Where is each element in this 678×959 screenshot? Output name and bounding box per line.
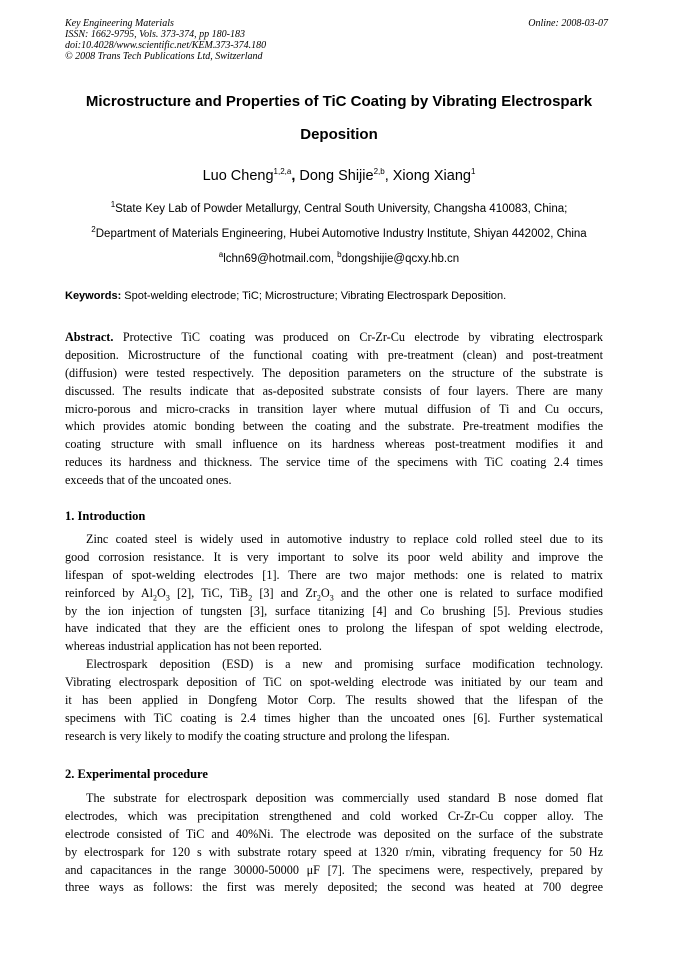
author-sep: , (291, 168, 300, 184)
paper-title-line2: Deposition (300, 126, 378, 143)
keywords-text: Spot-welding electrode; TiC; Microstructure; Vibrating Electrospark Deposition. (121, 290, 507, 302)
author-affil-sup: 1,2,a (273, 167, 292, 177)
body-line: reinforced by $Al_2O_3$ [2], TiC, TiB$_2$ [3] and $Zr_2O_3$ and the other one is related to surface modified (65, 585, 603, 603)
author-name: Luo Cheng (202, 168, 274, 184)
body-line: Zinc coated steel is widely used in automotive industry to replace cold rolled steel due to its (86, 532, 603, 546)
body-line: Vibrating electrospark deposition of TiC on spot-welding electrode was initiated by our team and (65, 675, 603, 690)
body-line: by electrospark for 120 s with substrate rotary speed at 1320 r/min, vibrating frequency for 50 Hz (65, 844, 603, 859)
author-affil-sup: 2,b (373, 167, 385, 177)
issn-line: ISSN: 1662-9795, Vols. 373-374, pp 180-183 (65, 29, 245, 40)
author-emails (0, 250, 678, 265)
email-b: dongshijie@qcxy.hb.cn (341, 253, 460, 265)
affiliation-2 (0, 225, 678, 240)
affil-text: Department of Materials Engineering, Hubei Automotive Industry Institute, Shiyan 442002, China (95, 228, 587, 240)
abstract-line: exceeds that of the uncoated ones. (65, 473, 232, 488)
body-line: Electrospark deposition (ESD) is a new and promising surface modification technology. (86, 657, 603, 672)
keywords (65, 290, 625, 302)
affil-sup: 2 (91, 225, 96, 235)
section-heading: 2. Experimental procedure (65, 767, 208, 781)
abstract-line: deposition. Microstructure of the functional coating with pre-treatment (clean) and post-treatment (65, 347, 603, 362)
abstract (65, 329, 603, 490)
section2-body (65, 790, 603, 897)
email-sup: a (218, 250, 224, 260)
affil-sup: 1 (110, 200, 116, 210)
body-line: three ways as follows: the first was merely deposited; the second was heated at 700 degree (65, 880, 603, 895)
author-affil-sup: 1 (470, 167, 476, 177)
journal-header (65, 18, 266, 62)
abstract-line: Abstract. Protective TiC coating was produced on Cr-Zr-Cu electrode by vibrating electrospark (65, 330, 603, 344)
online-date: Online: 2008-03-07 (528, 18, 608, 29)
author-sep: , (384, 168, 393, 184)
body-line: The substrate for electrospark deposition was commercially used standard B nose domed flat (86, 791, 603, 805)
abstract-line: micro-porous and micro-cracks in transition layer where mutual diffusion of Ti and Cu occurs, (65, 401, 603, 416)
abstract-label: Abstract. (65, 330, 114, 344)
keywords-label: Keywords: (65, 290, 122, 302)
abstract-line: (diffusion) were tested respectively. The deposition parameters on the structure of the substrate is (65, 365, 603, 380)
doi-line: doi:10.4028/www.scientific.net/KEM.373-374.180 (65, 40, 267, 51)
section-heading: 1. Introduction (65, 509, 146, 523)
affil-text: State Key Lab of Powder Metallurgy, Central South University, Changsha 410083, China; (115, 203, 568, 215)
body-line: good corrosion resistance. It is very important to solve its poor weld ability and improve the (65, 549, 603, 564)
body-line: and capacitances in the range 30000-50000 μF [7]. The specimens were, respectively, prepared by (65, 862, 603, 877)
body-line: specimens with TiC coating is 2.4 times higher than the uncoated ones [6]. Further systematical (65, 710, 603, 725)
body-line: it has been applied in Dongfeng Motor Corp. The results showed that the lifespan of the (65, 693, 603, 708)
paper-title-line1: Microstructure and Properties of TiC Coating by Vibrating Electrospark (85, 93, 593, 110)
body-line: whereas industrial application has not been reported. (65, 639, 322, 654)
email-a: lchn69@hotmail.com, (223, 253, 338, 265)
copyright-line: © 2008 Trans Tech Publications Ltd, Switzerland (65, 51, 263, 62)
body-line: electrodes, which was precipitation strengthened and cold worked Cr-Zr-Cu copper alloy. The (65, 808, 603, 823)
abstract-line: which provides atomic bonding between the coating and the substrate. Pre-treatment modifies the (65, 419, 603, 434)
affiliation-1 (0, 200, 678, 215)
section1-body (65, 531, 603, 746)
abstract-line: coating structure with small influence on its hardness whereas post-treatment modifies it and (65, 437, 603, 452)
abstract-line: discussed. The results indicate that as-deposited substrate consists of four layers. There are many (65, 383, 603, 398)
body-line: research is very likely to modify the coating structure and prolong the lifespan. (65, 728, 450, 743)
body-line: by the ion injection of tungsten [3], surface titanizing [4] and Co brushing [5]. Previous studies (65, 603, 603, 618)
abstract-line: reduces its hardness and thickness. The service time of the specimens with TiC coating 2.4 times (65, 455, 603, 470)
body-line: have indicated that they are the efficient ones to prolong the lifespan of spot welding electrode, (65, 621, 603, 636)
body-line: electrode consisted of TiC and 40%Ni. The electrode was deposited on the surface of the substrate (65, 826, 603, 841)
email-sup: b (337, 250, 342, 260)
body-line: lifespan of spot-welding electrodes [1]. There are two major methods: one is related to matrix (65, 567, 603, 582)
journal-name: Key Engineering Materials (65, 18, 174, 29)
author-name: Xiong Xiang (392, 168, 471, 184)
author-name: Dong Shijie (299, 168, 374, 184)
author-list (0, 168, 678, 184)
